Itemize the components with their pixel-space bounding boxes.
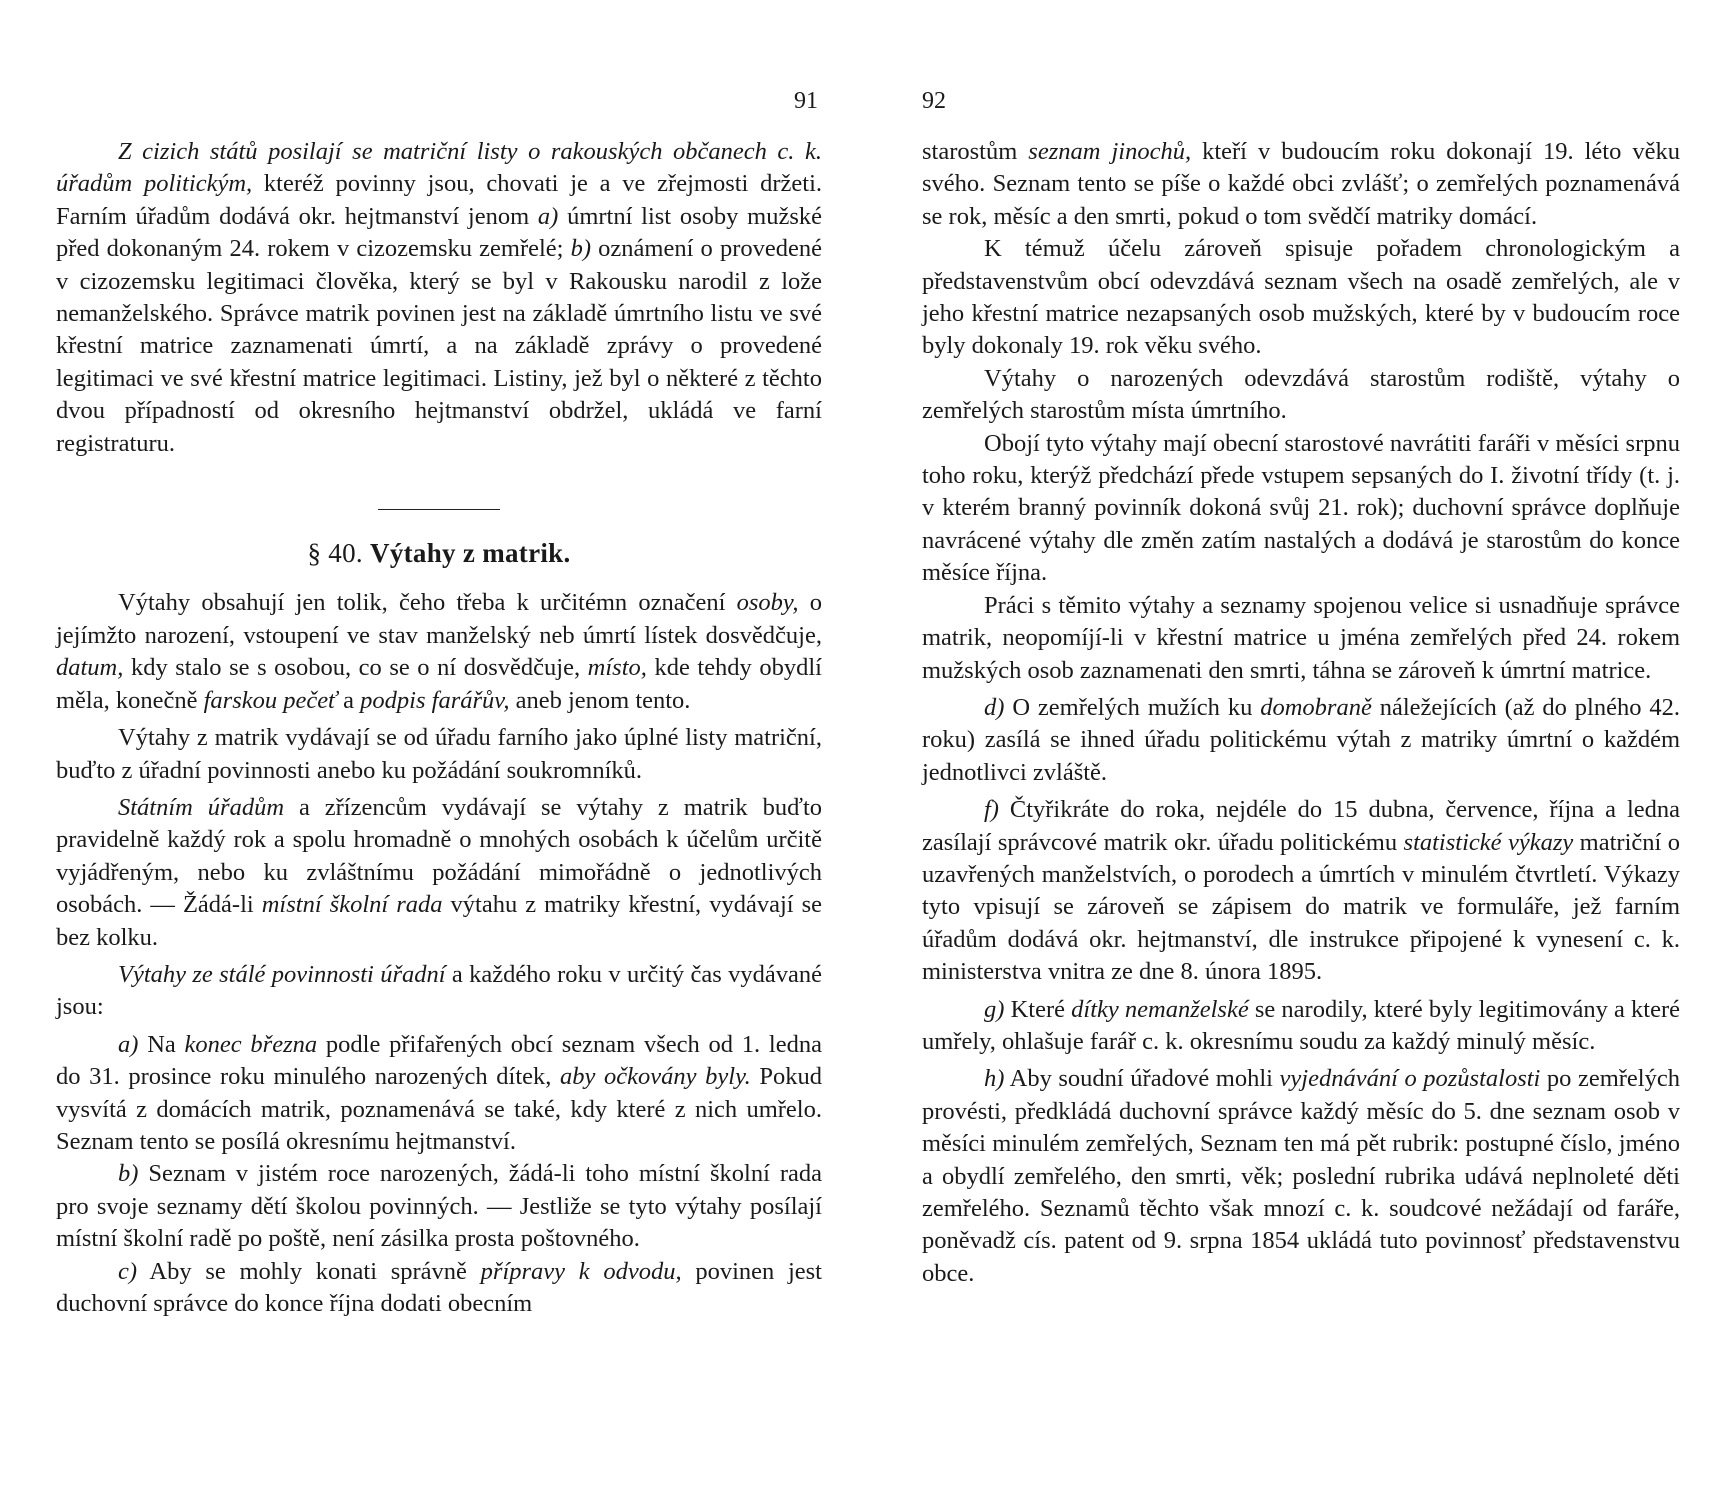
emphasis-text: datum, <box>56 654 124 682</box>
text-run: aneb jenom tento. <box>509 686 691 714</box>
paragraph <box>56 136 822 460</box>
paragraph <box>56 1158 822 1255</box>
emphasis-text: h) <box>984 1065 1005 1093</box>
emphasis-text: d) <box>984 693 1005 721</box>
paragraph <box>922 428 1680 590</box>
emphasis-text: b) <box>118 1160 139 1188</box>
text-run: a <box>337 686 361 714</box>
paragraph <box>56 792 822 954</box>
text-run: O zemřelých mužích ku <box>1004 693 1261 721</box>
emphasis-text: a) <box>537 202 559 230</box>
text-run: Seznam v jistém roce narozených, žádá-li toho místní školní rada pro svoje seznamy dětí školou povinných. — Jestliže se tyto výtahy posílají místní školní radě po poště, není zásilka prosta poštovného. <box>56 1160 822 1253</box>
paragraph <box>56 959 822 1024</box>
text-run: starostům <box>922 138 1029 165</box>
section-title: Výtahy z matrik. <box>370 538 571 569</box>
text-run: matriční o uzavřených manželstvích, o porodech a úmrtích v minulém čtvrtletí. Výkazy tyto vpisují se zároveň se zápisem do matrik ve formuláře, jež farním úřadům dodává okr. hejtmanství, dle instrukce připojené k vynesení c. k. ministerstva vnitra ze dne 8. února 1895. <box>922 828 1680 986</box>
emphasis-text: místní školní rada <box>261 891 443 919</box>
emphasis-text: místo, <box>587 654 647 682</box>
emphasis-text: osoby, <box>736 589 799 617</box>
text-run: náležejících (až do plného 42. roku) zasílá se ihned úřadu politickému výtah z matriky úmrtní o každém jednotlivci zvláště. <box>922 693 1681 786</box>
emphasis-text: dítky nemanželské <box>1071 995 1249 1023</box>
text-run: podle přifařených obcí seznam všech od 1. ledna do 31. prosince roku minulého narozených dítek, <box>56 1030 822 1091</box>
text-run: kteří v budoucím roku dokonají 19. léto věku svého. Seznam tento se píše o každé obci zvlášť; o zemřelých poznamenává se rok, měsíc a den smrti, pokud o tom svědčí matriky domácí. <box>922 138 1680 230</box>
text-run: o jejímžto narození, vstoupení ve stav manželský neb úmrtí lístek dosvědčuje, <box>56 589 823 649</box>
text-run: K témuž účelu zároveň spisuje pořadem chronologickým a představenstvům obcí odevzdává seznam všech na osadě zemřelých, ale v jeho křestní matrice nezapsaných osob mužských, které by v budoucím roce byly dokonaly 19. rok věku svého. <box>922 235 1680 360</box>
emphasis-text: Z cizich států posilají se matriční listy o rakouských občanech c. k. úřadům politickým, <box>56 138 822 198</box>
emphasis-text: domobraně <box>1260 693 1372 721</box>
text-run: Výtahy z matrik vydávají se od úřadu farního jako úplné listy matriční, buďto z úřadní povinnosti anebo ku požádání soukromníků. <box>56 724 822 784</box>
emphasis-text: b) <box>570 235 592 263</box>
text-run: kde tehdy obydlí měla, konečně <box>56 654 822 714</box>
emphasis-text: a) <box>118 1030 139 1058</box>
text-run: Na <box>138 1030 185 1058</box>
text-run: Výtahy obsahují jen tolik, čeho třeba k určitémn označení <box>118 589 737 617</box>
text-run: úmrtní list osoby mužské před dokonaným 24. rokem v cizozemsku zemřelé; <box>56 202 822 263</box>
emphasis-text: c) <box>118 1257 138 1285</box>
text-run: kteréž povinny jsou, chovati je a ve zřejmosti držeti. Farním úřadům dodává okr. hejtmanství jenom <box>56 170 823 230</box>
text-column <box>56 136 822 1320</box>
text-run: Obojí tyto výtahy mají obecní starostové navrátiti faráři v měsíci srpnu toho roku, kterýž předchází přede vstupem sepsaných do I. životní třídy (t. j. v kterém branný povinník dokoná svůj 21. rok); duchovní správce doplňuje navrácené výtahy dle změn zatím nastalých a dodává je starostům do konce měsíce října. <box>922 429 1680 587</box>
paragraph <box>56 587 822 717</box>
text-run: Výtahy o narozených odevzdává starostům rodiště, výtahy o zemřelých starostům místa úmrtního. <box>922 364 1680 425</box>
emphasis-text: statistické výkazy <box>1403 828 1574 856</box>
text-run: Které <box>1004 995 1072 1023</box>
paragraph <box>922 363 1680 428</box>
text-run: Práci s těmito výtahy a seznamy spojenou velice si usnadňuje správce matrik, neopomíjí-li v křestní matrice u jména zemřelých před 24. rokem mužských osob zaznamenati den smrti, táhna se zároveň k úmrtní matrice. <box>922 591 1680 684</box>
emphasis-text: aby očkovány byly. <box>560 1063 751 1091</box>
section-heading <box>56 537 822 569</box>
text-run: a zřízencům vydávají se výtahy z matrik buďto pravidelně každý rok a spolu hromadně o mnohých osobách k účelům určitě vyjádřeným, nebo ku zvláštnímu požádání mimořádně o jednotlivých osobách. — Žádá-li <box>56 793 823 919</box>
section-divider <box>378 509 500 510</box>
right-page <box>866 0 1732 1500</box>
page-number: 91 <box>794 88 818 114</box>
text-run: Čtyřikráte do roka, nejdéle do 15 dubna, července, října a ledna zasílají správcové matrik okr. úřadu politickému <box>922 796 1680 856</box>
text-run: a každého roku v určitý čas vydávané jsou: <box>56 960 822 1021</box>
emphasis-text: přípravy k odvodu, <box>480 1257 682 1285</box>
text-run: Pokud vysvítá z domácích matrik, poznamenává se také, kdy které z nich umřelo. Seznam tento se posílá okresnímu hejtmanství. <box>56 1063 822 1155</box>
page-number: 92 <box>922 88 946 114</box>
paragraph <box>922 794 1680 988</box>
paragraph <box>922 590 1680 687</box>
paragraph <box>56 1256 822 1321</box>
paragraph <box>56 722 822 787</box>
text-run: Aby se mohly konati správně <box>137 1257 481 1285</box>
emphasis-text: vyjednávání o pozůstalosti <box>1279 1065 1541 1093</box>
text-run: kdy stalo se s osobou, co se o ní dosvědčuje, <box>123 654 588 682</box>
paragraph <box>922 233 1680 363</box>
paragraph <box>922 692 1680 789</box>
emphasis-text: farskou pečeť <box>203 686 338 714</box>
paragraph <box>922 1063 1680 1290</box>
text-run: výtahu z matriky křestní, vydávají se bez kolku. <box>56 891 822 951</box>
emphasis-text: konec března <box>184 1030 318 1058</box>
emphasis-text: seznam jinochů, <box>1028 138 1192 165</box>
emphasis-text: podpis farářův, <box>360 686 510 714</box>
emphasis-text: Státním úřadům <box>118 793 285 821</box>
text-run: po zemřelých provésti, předkládá duchovní správce každý měsíc do 5. dne seznam osob v měsíci minulém zemřelých, Seznam ten má pět rubrik: postupné číslo, jméno a obydlí zemřelého, den smrti, věk; poslední rubrika udává neplnoleté děti zemřelého. Seznamů těchto však mnozí c. k. soudcové nežádají od faráře, poněvadž cís. patent od 9. srpna 1854 ukládá tuto povinnosť představenstvu obce. <box>922 1065 1680 1287</box>
text-run: Aby soudní úřadové mohli <box>1004 1065 1280 1093</box>
emphasis-text: Výtahy ze stálé povinnosti úřadní <box>118 960 446 988</box>
paragraph <box>56 1029 822 1159</box>
paragraph <box>922 994 1680 1059</box>
paragraph <box>922 136 1680 233</box>
text-run: povinen jest duchovní správce do konce října dodati obecním <box>56 1257 822 1317</box>
text-run: oznámení o provedené v cizozemsku legitimaci člověka, který se byl v Rakousku narodil z lože nemanželského. Správce matrik povinen jest na základě úmrtního listu ve své křestní matrice zaznamenati úmrtí, a na základě zprávy o provedené legitimaci ve své křestní matrice legitimaci. Listiny, jež byl o některé z těchto dvou případností od okresního hejtmanství obdržel, ukládá ve farní registraturu. <box>56 235 822 457</box>
emphasis-text: f) <box>984 796 999 824</box>
text-column <box>922 136 1680 1290</box>
section-number: § 40. <box>307 538 371 569</box>
text-run: se narodily, které byly legitimovány a které umřely, ohlašuje farář c. k. okresnímu soudu za každý minulý měsíc. <box>922 995 1680 1055</box>
emphasis-text: g) <box>984 995 1005 1023</box>
